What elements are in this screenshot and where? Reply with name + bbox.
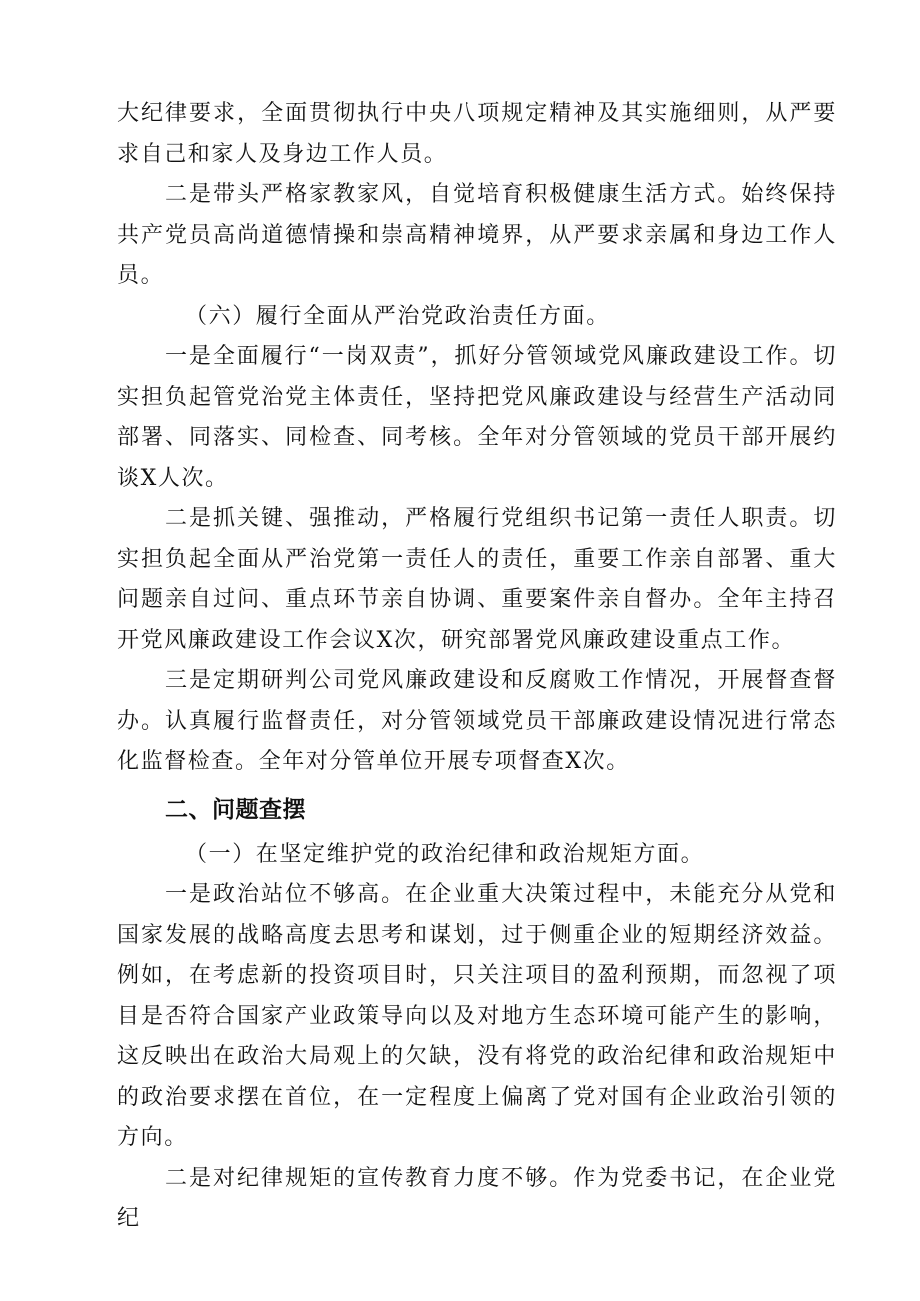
- paragraph-discipline-education: 二是对纪律规矩的宣传教育力度不够。作为党委书记，在企业党纪: [117, 1165, 837, 1231]
- subheading-one: （一）在坚定维护党的政治纪律和政治规矩方面。: [185, 841, 705, 867]
- document-body: [117, 94, 837, 1240]
- paragraph-family-discipline: 二是带头严格家教家风，自觉培育积极健康生活方式。始终保持共产党员高尚道德情操和崇高精神境界，从严要求亲属和身边工作人员。: [117, 182, 837, 288]
- paragraph-continuation: 大纪律要求，全面贯彻执行中央八项规定精神及其实施细则，从严要求自己和家人及身边工作人员。: [117, 101, 837, 167]
- subheading-six: （六）履行全面从严治党政治责任方面。: [185, 303, 610, 329]
- paragraph-regular-review: 三是定期研判公司党风廉政建设和反腐败工作情况，开展督查督办。认真履行监督责任，对分管领域党员干部廉政建设情况进行常态化监督检查。全年对分管单位开展专项督查X次。: [117, 668, 837, 774]
- section-heading-problems: 二、问题查摆: [165, 796, 306, 823]
- paragraph-political-stance: 一是政治站位不够高。在企业重大决策过程中，未能充分从党和国家发展的战略高度去思考和谋划，过于侧重企业的短期经济效益。例如，在考虑新的投资项目时，只关注项目的盈利预期，而忽视了项目是否符合国家产业政策导向以及对地方生态环境可能产生的影响，这反映出在政治大局观上的欠缺，没有将党的政治纪律和政治规矩中的政治要求摆在首位，在一定程度上偏离了党对国有企业政治引领的方向。: [117, 882, 837, 1150]
- paragraph-one-post-two-duties: 一是全面履行“一岗双责”，抓好分管领域党风廉政建设工作。切实担负起管党治党主体责任，坚持把党风廉政建设与经营生产活动同部署、同落实、同检查、同考核。全年对分管领域的党员干部开展约谈X人次。: [117, 344, 837, 491]
- paragraph-first-responsible-person: 二是抓关键、强推动，严格履行党组织书记第一责任人职责。切实担负起全面从严治党第一责任人的责任，重要工作亲自部署、重大问题亲自过问、重点环节亲自协调、重要案件亲自督办。全年主持召开党风廉政建设工作会议X次，研究部署党风廉政建设重点工作。: [117, 506, 837, 653]
